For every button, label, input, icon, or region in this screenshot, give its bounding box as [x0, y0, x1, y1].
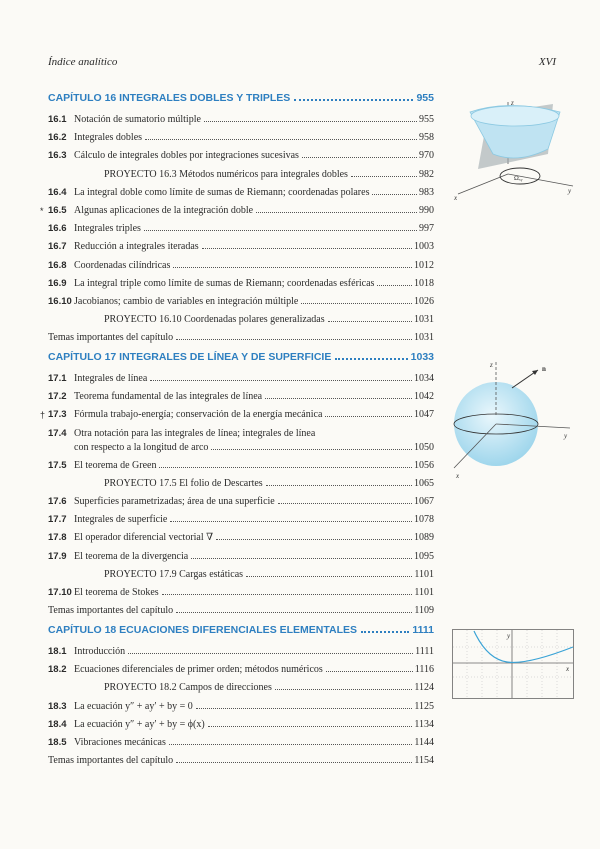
entry-page: 1050 [414, 441, 434, 453]
chapter-title-text: CAPÍTULO 18 ECUACIONES DIFERENCIALES ELEMENTALES [48, 624, 358, 636]
running-header-title: Índice analítico [48, 56, 118, 68]
leader-dots [335, 358, 407, 360]
section-number: 16.1 [48, 114, 67, 125]
entry-title: PROYECTO 16.10 Coordenadas polares generalizadas [104, 314, 325, 326]
z-axis-label: z [490, 361, 493, 369]
toc-entry[interactable] [48, 661, 434, 679]
leader-dots [294, 99, 413, 101]
toc-entry[interactable] [48, 220, 434, 238]
entry-title: El teorema de la divergencia [74, 550, 189, 562]
entry-title: El teorema de Green [74, 459, 157, 471]
entry-page: 1116 [414, 664, 434, 676]
chapter-page: 955 [416, 92, 434, 104]
entry-title: Superficies parametrizadas; área de una superficie [74, 495, 275, 507]
entry-page: 1056 [414, 459, 434, 471]
entry-page: 1034 [414, 373, 434, 384]
toc-entry[interactable] [40, 406, 434, 424]
leader-dots [278, 503, 412, 504]
entry-page: 1144 [414, 736, 434, 748]
entry-page: 1111 [415, 646, 434, 657]
section-number: 16.7 [48, 241, 67, 253]
toc-entry[interactable] [48, 147, 434, 165]
entry-page: 1012 [414, 259, 434, 271]
y-axis-label: y [564, 432, 568, 440]
leader-dots [216, 539, 412, 540]
leader-dots [196, 708, 413, 709]
entry-title: Ecuaciones diferenciales de primer orden; métodos numéricos [74, 664, 323, 676]
entry-title: La integral doble como límite de sumas de Riemann; coordenadas polares [74, 186, 370, 198]
toc-entry[interactable] [48, 311, 434, 329]
leader-dots [372, 194, 417, 195]
section-number: 17.7 [48, 514, 67, 526]
toc-entry[interactable] [48, 257, 434, 275]
section-number: 16.10 [48, 295, 72, 307]
leader-dots [301, 303, 412, 304]
entry-title: PROYECTO 17.5 El folio de Descartes [104, 477, 263, 489]
section-number: 18.5 [48, 736, 67, 748]
entry-title: Integrales de superficie [74, 514, 168, 526]
entry-title: Fórmula trabajo-energía; conservación de la energía mecánica [74, 409, 323, 421]
section-number: 16.2 [48, 132, 67, 144]
entry-title: Jacobianos; cambio de variables en integración múltiple [74, 295, 299, 307]
leader-dots [208, 726, 413, 727]
leader-dots [351, 176, 417, 177]
leader-dots [159, 467, 412, 468]
normal-vector-label: n [542, 365, 546, 373]
chapter-page: 1111 [412, 624, 434, 636]
leader-dots [202, 248, 412, 249]
entry-title: Integrales dobles [74, 132, 143, 144]
toc-entry[interactable] [48, 293, 434, 311]
leader-dots [128, 653, 413, 654]
section-number: 18.1 [48, 646, 67, 657]
entry-page: 1134 [414, 718, 434, 730]
entry-page: 1154 [414, 755, 434, 767]
toc-entry[interactable] [48, 184, 434, 202]
entry-page: 1047 [414, 409, 434, 421]
entry-title: La integral triple como límite de sumas de Riemann; coordenadas esféricas [74, 277, 375, 289]
toc-entry[interactable] [48, 425, 434, 457]
toc-entry[interactable] [48, 370, 434, 388]
section-mark: † [40, 410, 46, 421]
entry-page: 1031 [414, 314, 434, 326]
entry-title: Notación de sumatorio múltiple [74, 114, 201, 125]
section-number: 16.4 [48, 186, 67, 198]
leader-dots [191, 558, 412, 559]
entry-page: 1031 [414, 332, 434, 344]
entry-page: 955 [419, 114, 434, 125]
leader-dots [176, 339, 412, 340]
section-number: 17.2 [48, 391, 67, 403]
leader-dots [173, 267, 412, 268]
section-number: 17.4 [48, 427, 67, 439]
leader-dots [377, 285, 412, 286]
toc-entry[interactable] [48, 166, 434, 184]
section-number: 17.6 [48, 495, 67, 507]
leader-dots [302, 157, 417, 158]
surface-integral-figure [446, 356, 576, 486]
toc-entry[interactable] [48, 566, 434, 584]
entry-page: 1018 [414, 277, 434, 289]
chapter-16-section [40, 92, 434, 347]
toc-entry[interactable] [48, 698, 434, 716]
entry-page: 1095 [414, 550, 434, 562]
entry-page: 982 [419, 168, 434, 180]
entry-page: 990 [419, 204, 434, 216]
leader-dots [275, 689, 413, 690]
leader-dots [326, 671, 413, 672]
entry-page: 1065 [414, 477, 434, 489]
entry-page: 1003 [414, 241, 434, 253]
entry-page: 1067 [414, 495, 434, 507]
entry-title: Introducción [74, 646, 126, 657]
entry-page: 958 [419, 132, 434, 144]
entry-title: La ecuación y″ + ay′ + by = ϕ(x) [74, 718, 205, 730]
entry-title: Vibraciones mecánicas [74, 736, 166, 748]
leader-dots [325, 416, 412, 417]
toc-entry[interactable] [48, 752, 434, 770]
leader-dots [204, 121, 417, 122]
section-mark: * [40, 205, 44, 216]
x-axis-label: x [454, 194, 458, 202]
leader-dots [211, 449, 412, 450]
leader-dots [176, 762, 412, 763]
entry-title: Algunas aplicaciones de la integración doble [74, 204, 254, 216]
section-number: † 17.3 [40, 409, 67, 421]
leader-dots [328, 321, 412, 322]
section-number: 17.8 [48, 532, 67, 544]
section-number: 17.10 [48, 586, 72, 598]
chapter-page: 1033 [410, 351, 434, 363]
entry-page: 983 [419, 186, 434, 198]
entry-title: Teorema fundamental de las integrales de línea [74, 391, 263, 403]
toc-entry[interactable] [48, 329, 434, 347]
toc-entry[interactable] [48, 548, 434, 566]
chapter-title-text: CAPÍTULO 16 INTEGRALES DOBLES Y TRIPLES [48, 92, 291, 104]
toc-entry[interactable] [48, 388, 434, 406]
entry-title: PROYECTO 18.2 Campos de direcciones [104, 682, 272, 694]
toc-entry[interactable] [40, 202, 434, 220]
entry-page: 1101 [414, 586, 434, 598]
leader-dots [144, 230, 417, 231]
entry-title: Coordenadas cilíndricas [74, 259, 171, 271]
leader-dots [145, 139, 417, 140]
entry-title: El teorema de Stokes [74, 586, 159, 598]
entry-page: 1078 [414, 514, 434, 526]
entry-title: Cálculo de integrales dobles por integraciones sucesivas [74, 150, 299, 162]
toc-entry[interactable] [48, 238, 434, 256]
leader-dots [246, 576, 412, 577]
toc-entry[interactable] [48, 734, 434, 752]
entry-page: 1124 [414, 682, 434, 694]
entry-title: El operador diferencial vectorial ∇ [74, 532, 214, 544]
x-axis-label: x [456, 472, 460, 480]
section-number: 18.4 [48, 718, 67, 730]
entry-page: 1026 [414, 295, 434, 307]
leader-dots [150, 380, 412, 381]
chapter-title-text: CAPÍTULO 17 INTEGRALES DE LÍNEA Y DE SUPERFICIE [48, 351, 332, 363]
entry-title: La ecuación y″ + ay′ + by = 0 [74, 700, 193, 712]
region-label: Ωₓᵧ [514, 175, 523, 182]
toc-entry[interactable] [48, 475, 434, 493]
leader-dots [170, 521, 412, 522]
entry-page: 1089 [414, 532, 434, 544]
toc-entry[interactable] [48, 129, 434, 147]
toc-entry[interactable] [48, 602, 434, 620]
toc-entry[interactable] [48, 584, 434, 602]
entry-page: 1101 [414, 568, 434, 580]
double-integral-figure [448, 94, 578, 204]
chapter-title[interactable] [48, 624, 434, 641]
section-number: 16.6 [48, 223, 67, 235]
toc-entry[interactable] [48, 679, 434, 697]
toc-entry[interactable] [48, 493, 434, 511]
section-number: 16.3 [48, 150, 67, 162]
entry-title: Integrales de línea [74, 373, 148, 384]
section-number: 16.8 [48, 259, 67, 271]
entry-title: Integrales triples [74, 223, 141, 235]
y-axis-label: y [507, 632, 511, 640]
section-number: 18.2 [48, 664, 67, 676]
chapter-17-section [40, 351, 434, 620]
entry-title: PROYECTO 17.9 Cargas estáticas [104, 568, 244, 580]
entry-title: Otra notación para las integrales de línea; integrales de línea [74, 427, 316, 439]
leader-dots [176, 612, 412, 613]
x-axis-label: x [566, 665, 570, 673]
toc-entry[interactable] [48, 111, 434, 129]
chapter-title[interactable] [48, 92, 434, 109]
section-number: 18.3 [48, 700, 67, 712]
leader-dots [361, 631, 409, 633]
section-number: * 16.5 [40, 204, 67, 216]
y-axis-label: y [568, 187, 572, 195]
toc-entry[interactable] [48, 716, 434, 734]
toc-entry[interactable] [48, 457, 434, 475]
entry-title: Temas importantes del capítulo [48, 755, 174, 767]
section-number: 17.9 [48, 550, 67, 562]
section-number: 17.5 [48, 459, 67, 471]
entry-title: Temas importantes del capítulo [48, 605, 174, 617]
leader-dots [256, 212, 417, 213]
toc-entry[interactable] [48, 275, 434, 293]
leader-dots [266, 485, 412, 486]
entry-page: 997 [419, 223, 434, 235]
toc-entry[interactable] [48, 511, 434, 529]
entry-page: 1042 [414, 391, 434, 403]
entry-title: PROYECTO 16.3 Métodos numéricos para integrales dobles [104, 168, 348, 180]
page-number: XVI [538, 56, 556, 68]
section-number: 17.1 [48, 373, 67, 384]
entry-page: 1109 [414, 605, 434, 617]
z-axis-label: z [511, 99, 514, 107]
entry-title: Reducción a integrales iteradas [74, 241, 199, 253]
leader-dots [162, 594, 413, 595]
entry-page: 1125 [414, 700, 434, 712]
entry-page: 970 [419, 150, 434, 162]
toc-entry[interactable] [48, 643, 434, 661]
leader-dots [265, 398, 412, 399]
entry-title: Temas importantes del capítulo [48, 332, 174, 344]
toc-entry[interactable] [48, 529, 434, 547]
leader-dots [169, 744, 413, 745]
differential-equation-figure [452, 629, 574, 699]
chapter-18-section [48, 624, 434, 770]
entry-title-continued: con respecto a la longitud de arco [74, 441, 209, 453]
chapter-title[interactable] [48, 351, 434, 368]
section-number: 16.9 [48, 277, 67, 289]
